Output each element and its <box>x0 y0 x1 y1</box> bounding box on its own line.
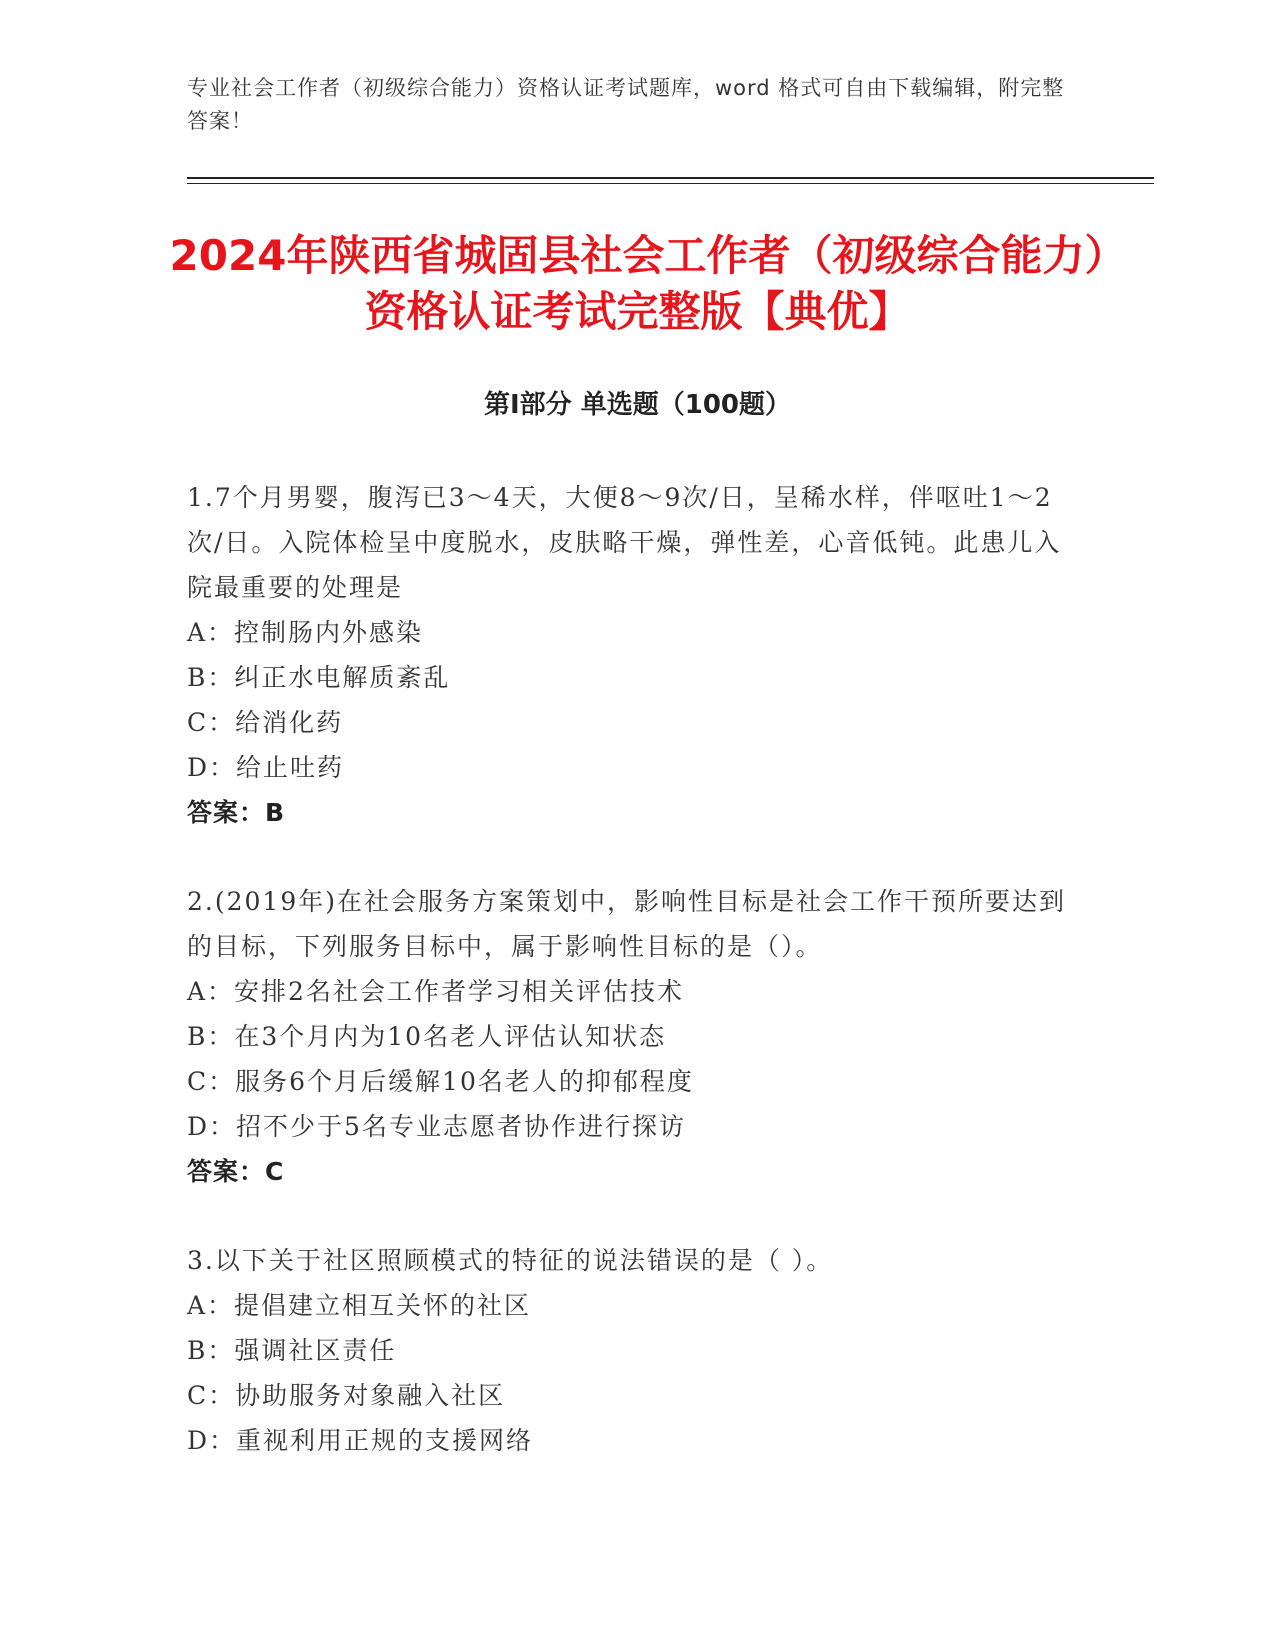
section-heading: 第Ⅰ部分 单选题（100题） <box>484 390 791 420</box>
question-stem: 2.(2019年)在社会服务方案策划中，影响性目标是社会工作干预所要达到的目标，下列服务目标中，属于影响性目标的是（）。 <box>187 887 1066 961</box>
option-a: A：安排2名社会工作者学习相关评估技术 <box>187 977 684 1006</box>
question-2 <box>187 879 1067 1194</box>
question-list <box>187 475 1067 1507</box>
question-1 <box>187 475 1067 835</box>
option-c: C：服务6个月后缓解10名老人的抑郁程度 <box>187 1067 694 1096</box>
question-stem: 1.7个月男婴，腹泻已3～4天，大便8～9次/日，呈稀水样，伴呕吐1～2次/日。入院体检呈中度脱水，皮肤略干燥，弹性差，心音低钝。此患儿入院最重要的处理是 <box>187 483 1062 602</box>
option-d: D：给止吐药 <box>187 753 345 782</box>
option-b: B：强调社区责任 <box>187 1336 397 1365</box>
answer-line: 答案：B <box>187 798 286 827</box>
option-b: B：纠正水电解质紊乱 <box>187 663 451 692</box>
header-divider-thick <box>187 177 1154 179</box>
option-d: D：招不少于5名专业志愿者协作进行探访 <box>187 1112 686 1141</box>
option-a: A：提倡建立相互关怀的社区 <box>187 1291 532 1320</box>
option-a: A：控制肠内外感染 <box>187 618 424 647</box>
document-title: 2024年陕西省城固县社会工作者（初级综合能力）资格认证考试完整版【典优】 <box>169 231 1106 336</box>
option-c: C：给消化药 <box>187 708 344 737</box>
question-stem: 3.以下关于社区照顾模式的特征的说法错误的是（ ）。 <box>187 1246 834 1275</box>
header-note: 专业社会工作者（初级综合能力）资格认证考试题库，word 格式可自由下载编辑，附完整答案！ <box>187 76 1065 133</box>
answer-line: 答案：C <box>187 1157 285 1186</box>
option-c: C：协助服务对象融入社区 <box>187 1381 506 1410</box>
header-divider-thin <box>187 183 1154 184</box>
option-d: D：重视利用正规的支援网络 <box>187 1426 534 1455</box>
option-b: B：在3个月内为10名老人评估认知状态 <box>187 1022 667 1051</box>
question-3 <box>187 1238 1067 1463</box>
